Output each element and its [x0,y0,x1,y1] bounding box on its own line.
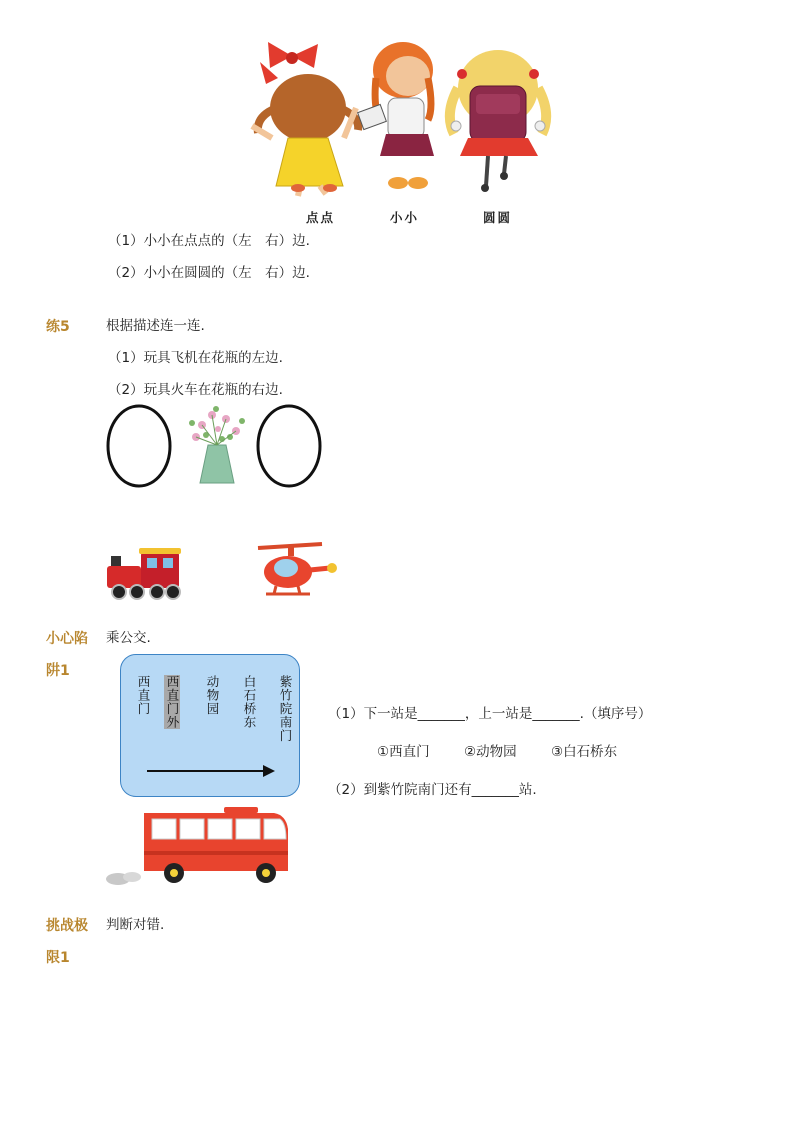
toy-train-image[interactable] [105,546,185,602]
bus-title: 乘公交. [106,630,151,646]
bus-question-2: （2）到紫竹院南门还有_______站. [328,782,537,798]
bus-route-board [120,654,300,797]
stop-dongwuyuan: 动物园 [205,675,220,716]
name-yuanyuan: 圆圆 [483,210,513,225]
stop-baishiqiaodong: 白石桥东 [242,675,257,729]
girl-xiaoxiao-image [358,42,434,189]
stop-zizhuyuannanmen: 紫竹院南门 [278,675,293,743]
stop-xizhimenwai-current: 西直门外 [165,675,180,729]
girls-question-2: （2）小小在圆圆的（左 右）边. [108,265,310,281]
exercise-5-tag: 练5 [46,319,70,335]
bus-option-2: ②动物园 [464,744,517,760]
girls-question-1: （1）小小在点点的（左 右）边. [108,233,310,249]
left-blank-oval[interactable] [104,402,174,490]
direction-arrow [145,763,277,779]
red-bus-image [104,805,296,891]
bus-option-3: ③白石桥东 [551,744,618,760]
exercise-5-title: 根据描述连一连. [106,318,205,334]
bus-option-1: ①西直门 [377,744,430,760]
right-blank-oval[interactable] [255,402,325,490]
challenge-1-tag-line2: 限1 [46,950,70,966]
toy-helicopter-image[interactable] [248,542,338,604]
girls-illustration [248,38,548,198]
challenge-title: 判断对错. [106,917,165,933]
trap-1-tag-line2: 阱1 [46,663,70,679]
exercise-5-question-1: （1）玩具飞机在花瓶的左边. [108,350,283,366]
girl-yuanyuan-image [450,50,546,192]
bus-question-1: （1）下一站是_______，上一站是_______.（填序号） [328,706,652,722]
challenge-1-tag-line1: 挑战极 [46,918,88,934]
vase-image [182,405,252,485]
girl-diandian-image [252,42,358,196]
stop-xizhimen: 西直门 [136,675,151,716]
trap-1-tag-line1: 小心陷 [46,631,88,647]
exercise-5-question-2: （2）玩具火车在花瓶的右边. [108,382,283,398]
name-xiaoxiao: 小小 [390,210,420,225]
name-diandian: 点点 [306,210,336,225]
